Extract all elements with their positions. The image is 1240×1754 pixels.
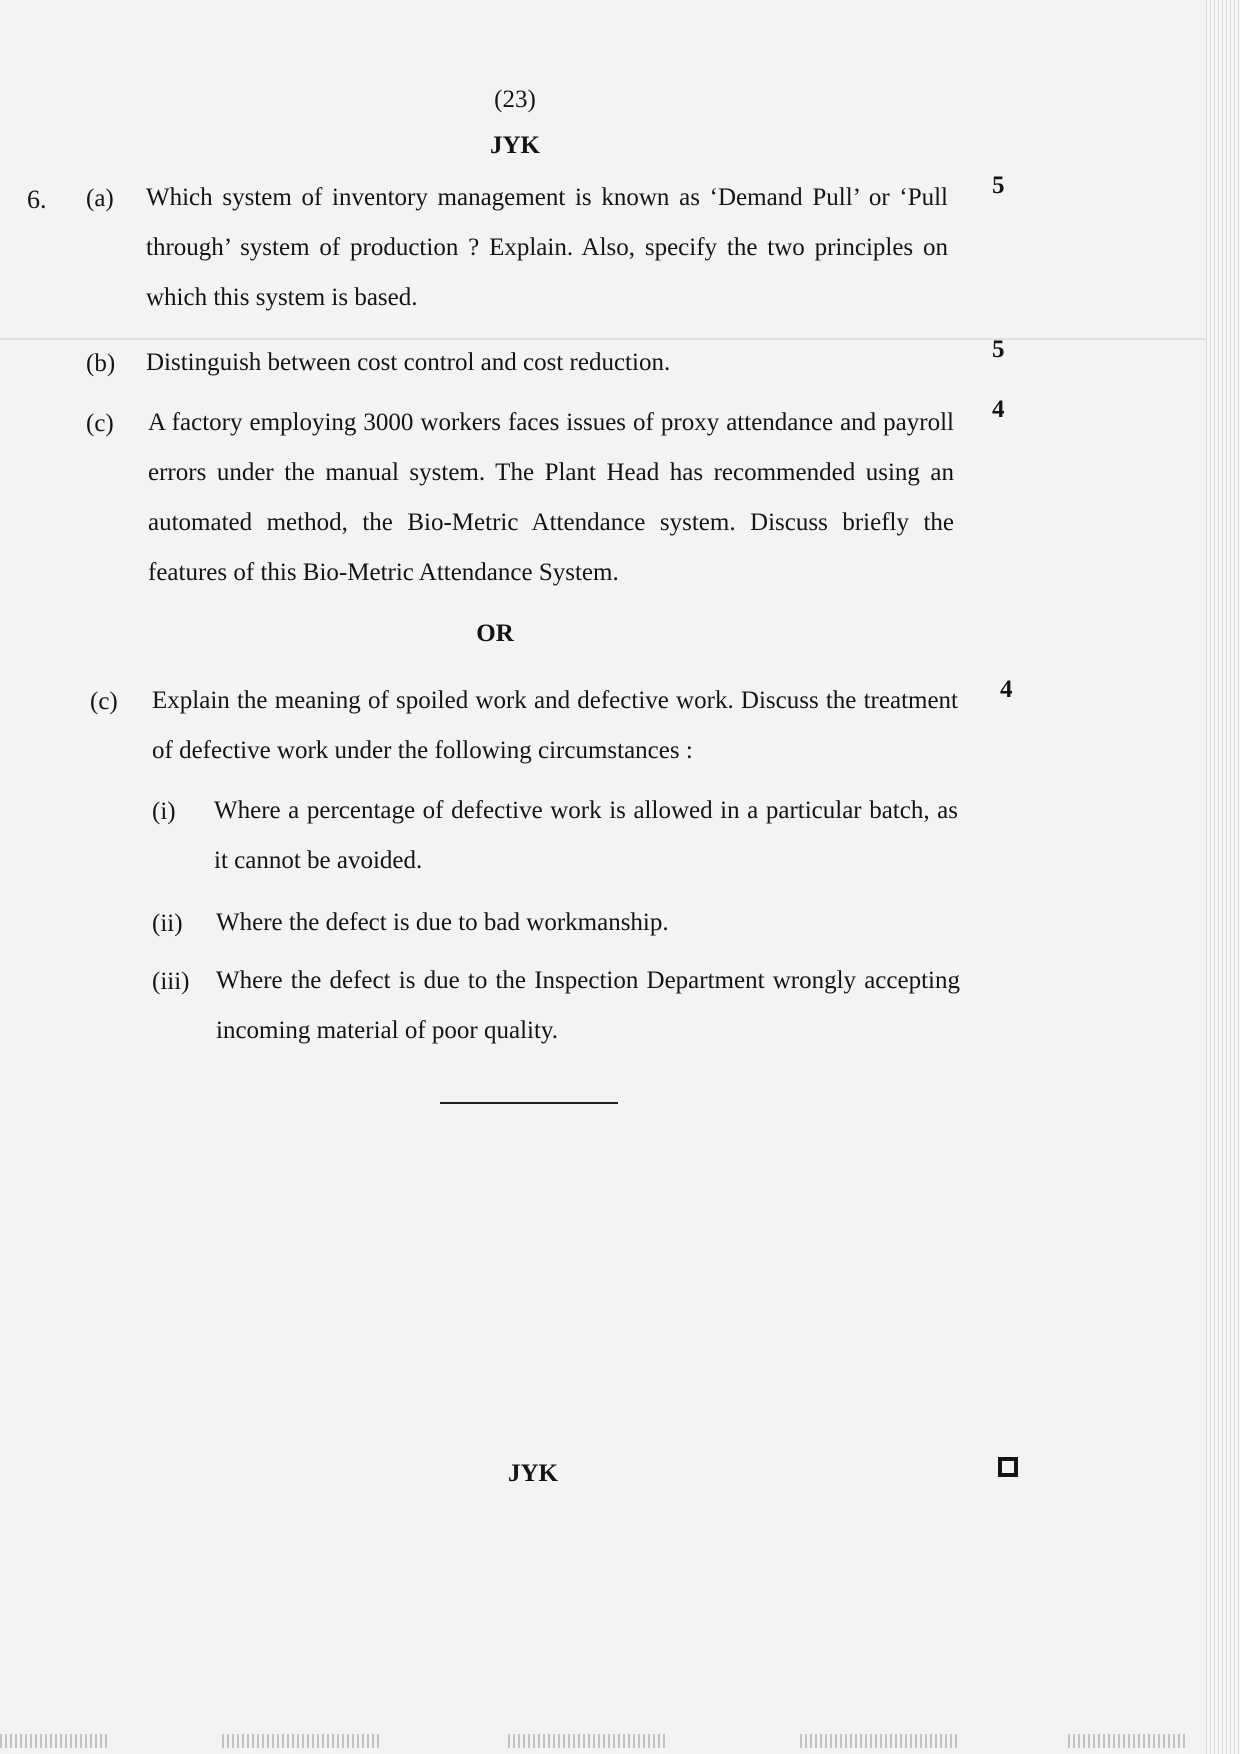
part-b-marks: 5	[992, 336, 1005, 363]
sub-item-iii-text: Where the defect is due to the Inspection Department wrongly accepting incoming material of poor quality.	[216, 967, 960, 1044]
part-a-label: (a)	[86, 185, 114, 212]
question-number: 6.	[27, 185, 47, 214]
alt-part-c-marks: 4	[1000, 676, 1013, 703]
part-c-label: (c)	[86, 410, 114, 437]
or-separator: OR	[476, 620, 514, 647]
page-number: (23)	[494, 86, 536, 113]
part-c-marks: 4	[992, 396, 1005, 423]
sub-item-ii-text: Where the defect is due to bad workmanship.	[216, 909, 669, 936]
part-c-text: A factory employing 3000 workers faces issues of proxy attendance and payroll errors under the manual system. The Plant Head has recommended using an automated method, the Bio-Metric Attendance system. Discuss briefly the features of this Bio-Metric Attendance System.	[148, 409, 954, 586]
part-b-text: Distinguish between cost control and cost reduction.	[146, 349, 671, 376]
footer-code: JYK	[508, 1460, 558, 1487]
alt-part-c-label: (c)	[90, 688, 118, 715]
part-a-text: Which system of inventory management is known as ‘Demand Pull’ or ‘Pull through’ system of production ? Explain. Also, specify the two principles on which this system is based.	[146, 184, 948, 311]
end-divider	[440, 1102, 618, 1104]
scan-artifact	[800, 1734, 960, 1748]
sub-item-iii-label: (iii)	[152, 968, 190, 995]
alt-part-c-text: Explain the meaning of spoiled work and defective work. Discuss the treatment of defective work under the following circumstances :	[152, 687, 958, 764]
sub-item-i-text: Where a percentage of defective work is allowed in a particular batch, as it cannot be avoided.	[214, 797, 958, 874]
scanned-page-edge	[1206, 0, 1240, 1754]
sub-item-ii-label: (ii)	[152, 910, 183, 937]
scan-artifact	[1068, 1734, 1188, 1748]
scan-artifact	[0, 1734, 110, 1748]
hollow-square-icon	[998, 1457, 1018, 1477]
part-b-label: (b)	[86, 350, 116, 377]
scan-artifact	[222, 1734, 382, 1748]
sub-item-i-label: (i)	[152, 798, 176, 825]
scan-artifact	[508, 1734, 668, 1748]
part-a-marks: 5	[992, 172, 1005, 199]
header-code: JYK	[490, 132, 540, 159]
